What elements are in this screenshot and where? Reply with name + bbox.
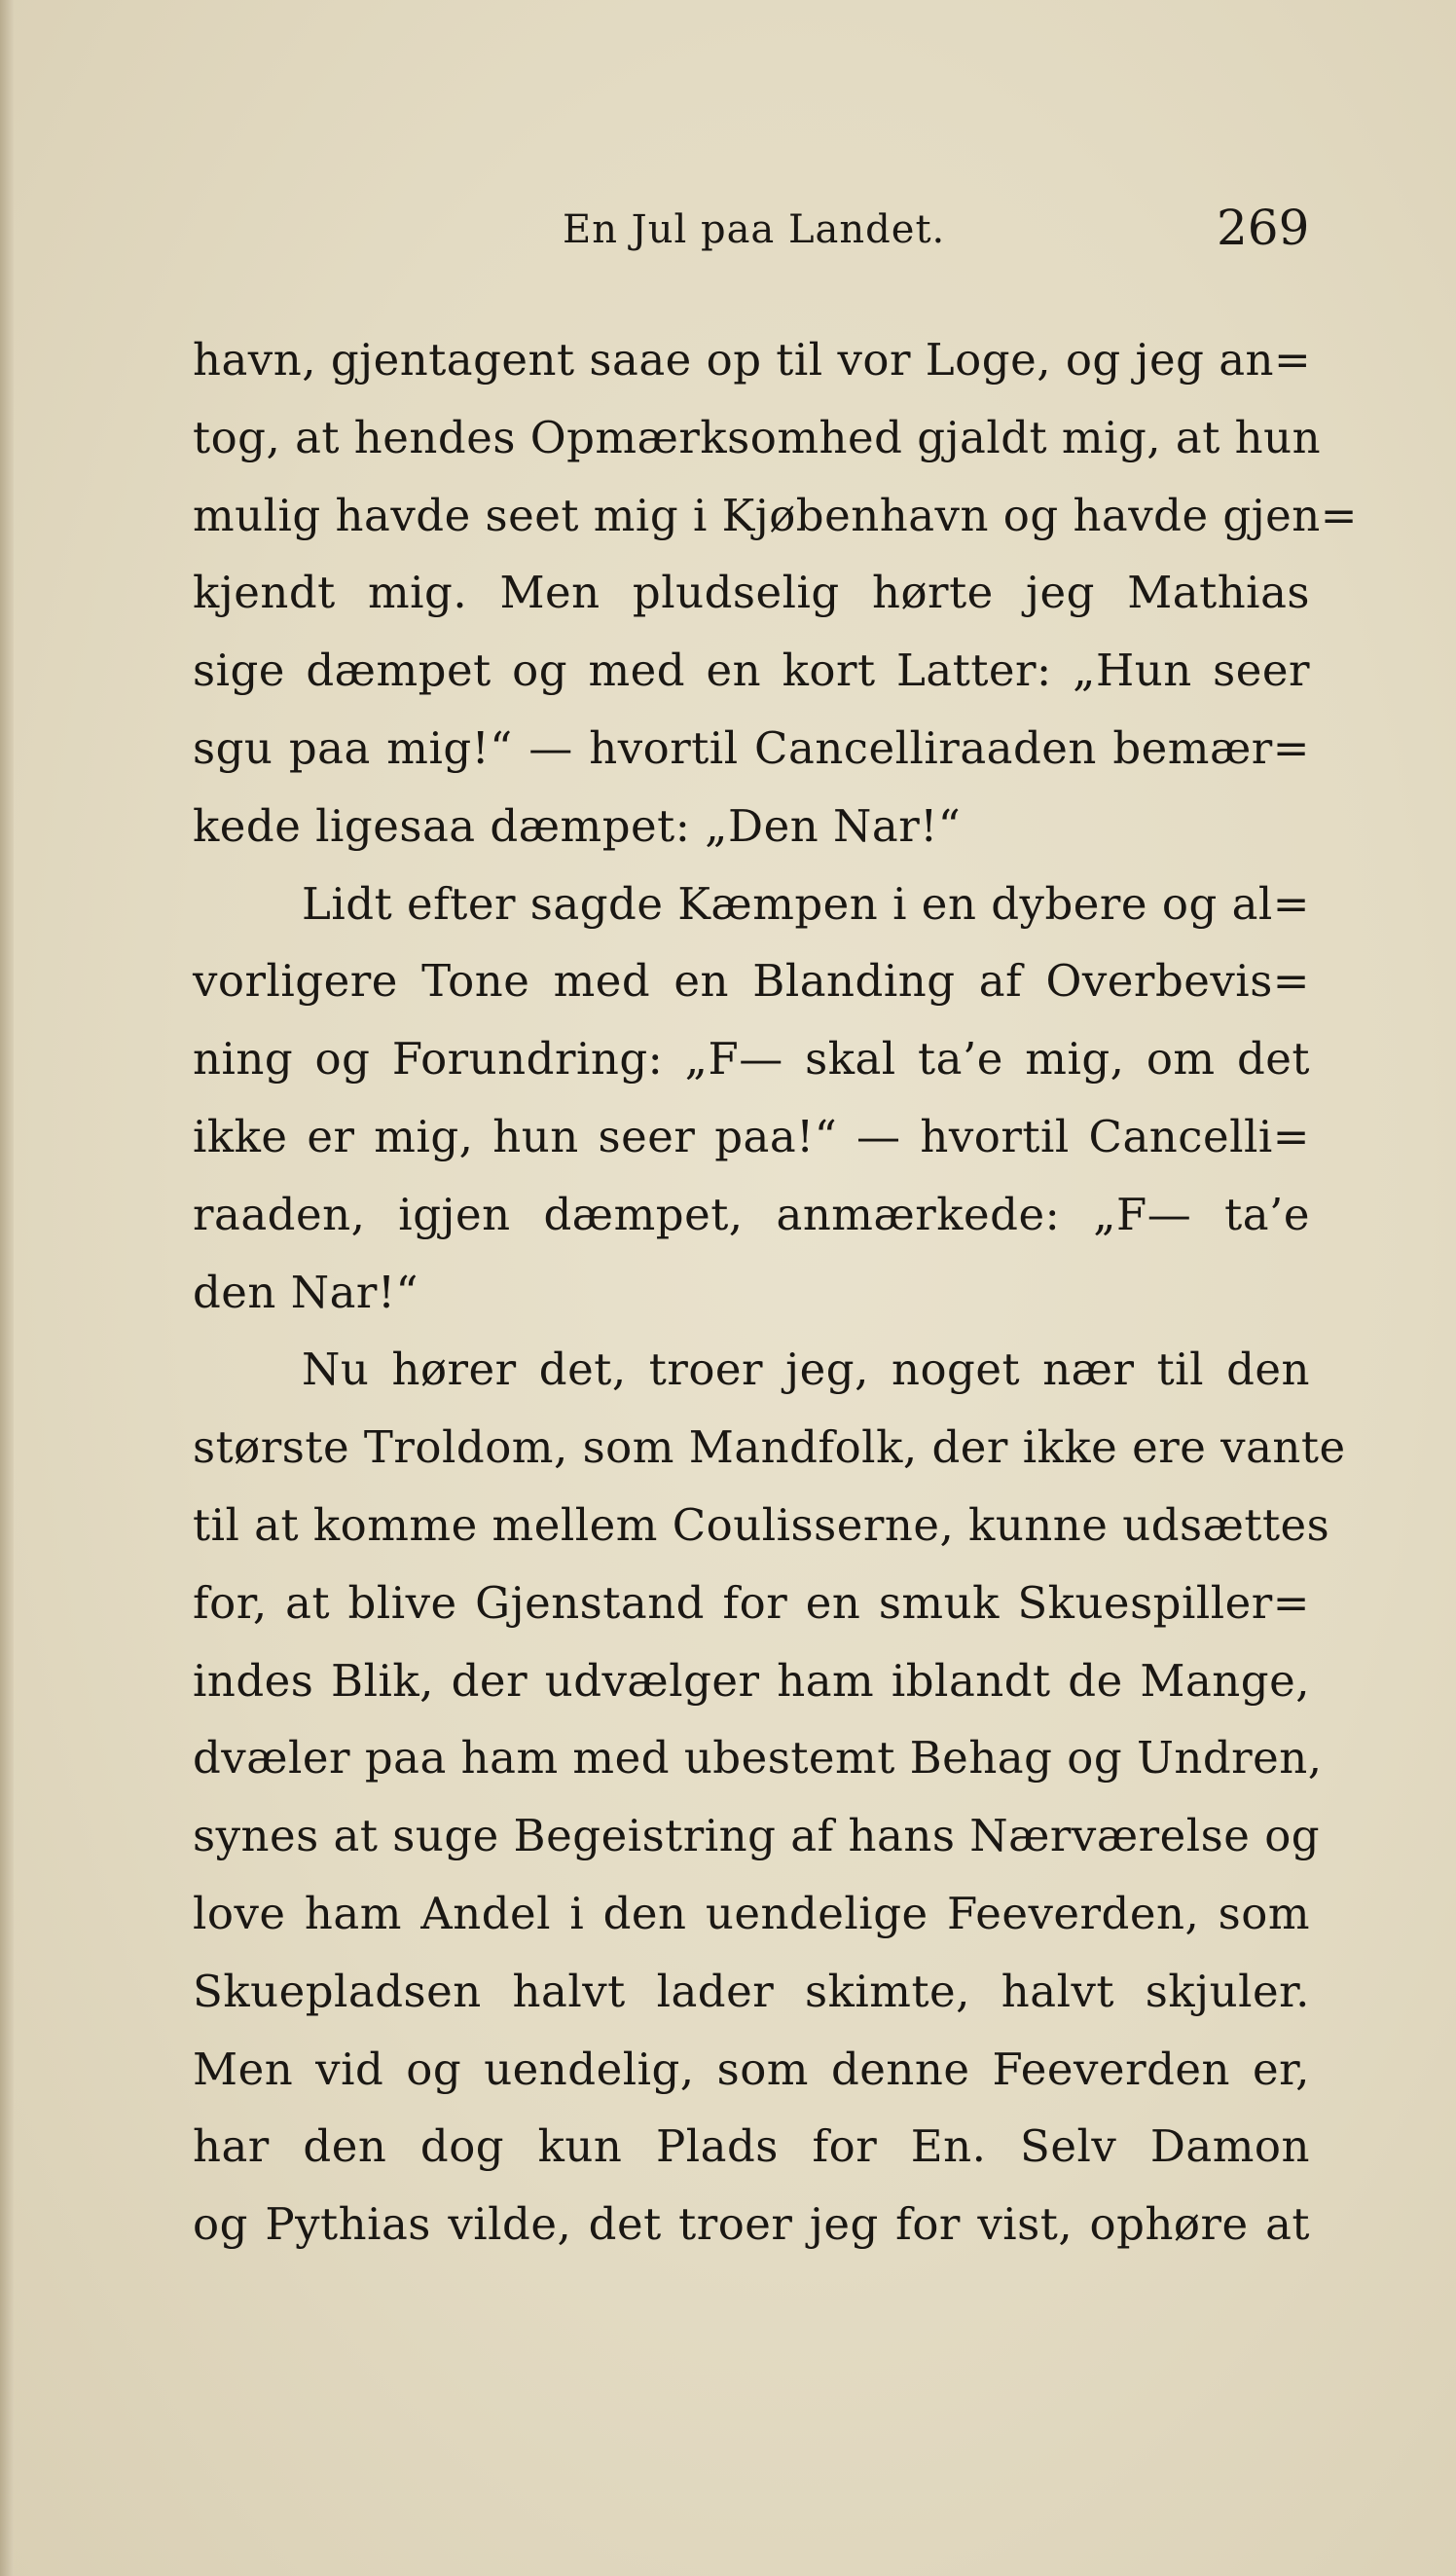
- text-line: Lidt efter sagde Kæmpen i en dybere og al=: [302, 877, 1310, 930]
- text-line: til at komme mellem Coulisserne, kunne udsættes: [193, 1498, 1330, 1551]
- text-line: har den dog kun Plads for En. Selv Damon: [193, 2120, 1310, 2173]
- text-line: mulig havde seet mig i Kjøbenhavn og havde gjen=: [193, 489, 1358, 541]
- text-line: raaden, igjen dæmpet, anmærkede: „F— ta’e: [193, 1188, 1310, 1240]
- text-line: havn, gjentagent saae op til vor Loge, og jeg an=: [193, 334, 1312, 386]
- text-line: sgu paa mig!“ — hvortil Cancelliraaden bemær=: [193, 721, 1310, 774]
- text-line: Skuepladsen halvt lader skimte, halvt skjuler.: [193, 1965, 1310, 2017]
- text-line: indes Blik, der udvælger ham iblandt de Mange,: [193, 1654, 1310, 1707]
- text-line: dvæler paa ham med ubestemt Behag og Undren,: [193, 1732, 1323, 1785]
- running-title: En Jul paa Landet.: [563, 207, 946, 252]
- text-line: Men vid og uendelig, som denne Feeverden er,: [193, 2042, 1310, 2095]
- text-line: love ham Andel i den uendelige Feeverden, som: [193, 1887, 1310, 1939]
- body-text: [193, 321, 1358, 2263]
- text-line: Nu hører det, troer jeg, noget nær til den: [302, 1343, 1310, 1396]
- text-line: kede ligesaa dæmpet: „Den Nar!“: [193, 799, 962, 852]
- text-line: ikke er mig, hun seer paa!“ — hvortil Cancelli=: [193, 1110, 1310, 1162]
- text-line: kjendt mig. Men pludselig hørte jeg Mathias: [193, 567, 1310, 619]
- text-line: og Pythias vilde, det troer jeg for vist, ophøre at: [193, 2198, 1310, 2251]
- running-header: [0, 200, 1456, 268]
- text-line: største Troldom, som Mandfolk, der ikke ere vante: [193, 1421, 1346, 1474]
- text-line: den Nar!“: [193, 1266, 419, 1318]
- text-line: synes at suge Begeistring af hans Nærværelse og: [193, 1810, 1321, 1862]
- text-line: ning og Forundring: „F— skal ta’e mig, om det: [193, 1033, 1310, 1086]
- text-line: for, at blive Gjenstand for en smuk Skuespiller=: [193, 1576, 1310, 1629]
- text-line: vorligere Tone med en Blanding af Overbevis=: [193, 955, 1310, 1008]
- text-line: sige dæmpet og med en kort Latter: „Hun seer: [193, 644, 1310, 697]
- page-number: 269: [1217, 200, 1310, 256]
- page-binding-edge: [0, 0, 14, 2576]
- text-line: tog, at hendes Opmærksomhed gjaldt mig, at hun: [193, 411, 1322, 463]
